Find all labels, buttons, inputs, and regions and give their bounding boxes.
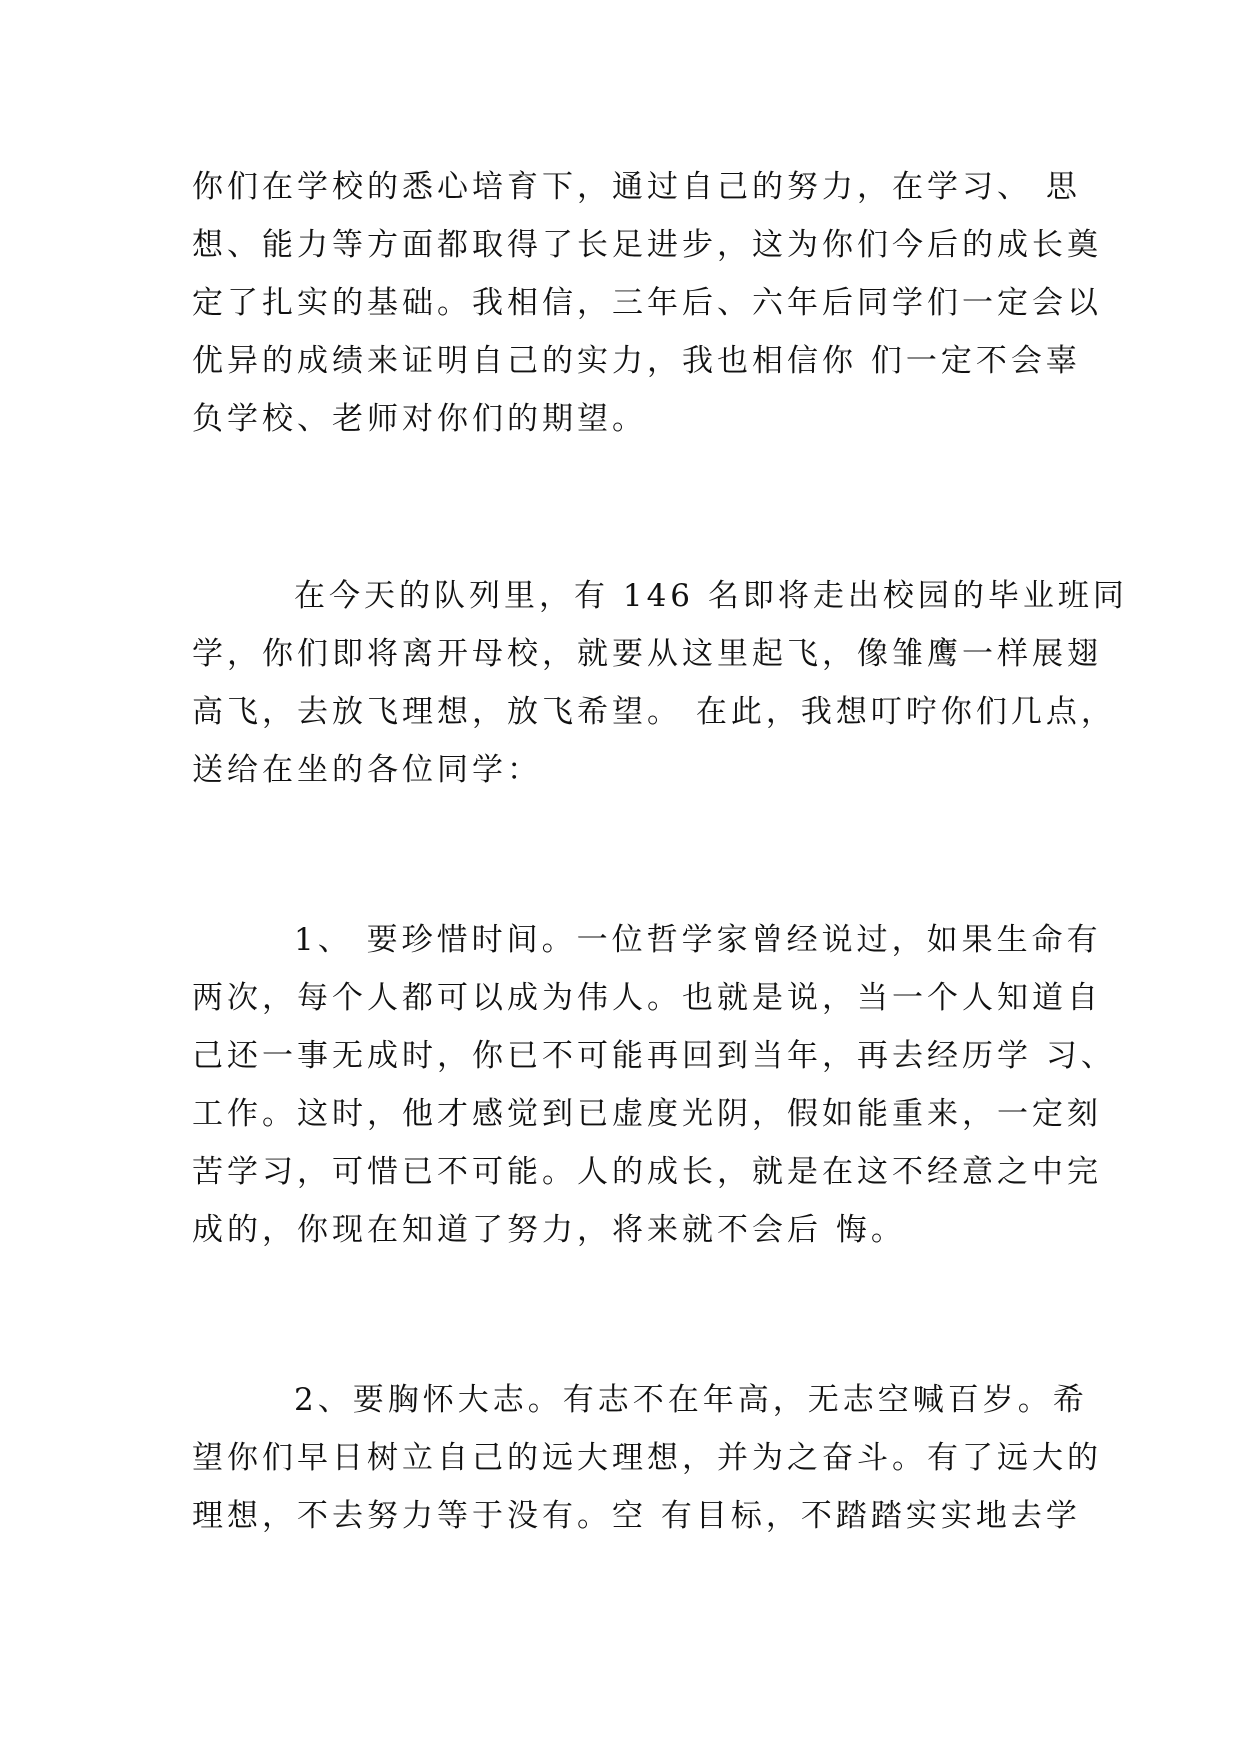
- text-line: 你们在学校的悉心培育下，通过自己的努力，在学习、 思: [192, 169, 1081, 205]
- text-line: 定了扎实的基础。我相信，三年后、六年后同学们一定会以: [192, 285, 1102, 321]
- text-line: 1、 要珍惜时间。一位哲学家曾经说过，如果生命有: [294, 922, 1102, 958]
- text-line: 成的，你现在知道了努力，将来就不会后 悔。: [192, 1212, 906, 1248]
- text-line: 望你们早日树立自己的远大理想，并为之奋斗。有了远大的: [192, 1440, 1102, 1476]
- text-line: 学，你们即将离开母校，就要从这里起飞，像雏鹰一样展翅: [192, 636, 1102, 672]
- text-line: 送给在坐的各位同学：: [192, 752, 542, 788]
- text-line: 在今天的队列里，有 146 名即将走出校园的毕业班同: [294, 578, 1128, 614]
- text-line: 己还一事无成时，你已不可能再回到当年，再去经历学 习、: [192, 1038, 1116, 1074]
- text-line: 2、要胸怀大志。有志不在年高，无志空喊百岁。希: [294, 1382, 1088, 1418]
- text-line: 苦学习，可惜已不可能。人的成长，就是在这不经意之中完: [192, 1154, 1102, 1190]
- text-line: 理想，不去努力等于没有。空 有目标，不踏踏实实地去学: [192, 1498, 1081, 1534]
- paragraph-point-2-ambition: [192, 1371, 1102, 1545]
- text-line: 想、能力等方面都取得了长足进步，这为你们今后的成长奠: [192, 227, 1102, 263]
- text-line: 负学校、老师对你们的期望。: [192, 401, 647, 437]
- text-line: 两次，每个人都可以成为伟人。也就是说，当一个人知道自: [192, 980, 1102, 1016]
- text-line: 高飞，去放飞理想，放飞希望。 在此，我想叮咛你们几点，: [192, 694, 1116, 730]
- paragraph-school-growth: [192, 158, 1102, 448]
- paragraph-point-1-cherish-time: [192, 911, 1116, 1259]
- text-line: 优异的成绩来证明自己的实力，我也相信你 们一定不会辜: [192, 343, 1081, 379]
- text-line: 工作。这时，他才感觉到已虚度光阴，假如能重来，一定刻: [192, 1096, 1102, 1132]
- paragraph-graduating-class: [192, 567, 1128, 799]
